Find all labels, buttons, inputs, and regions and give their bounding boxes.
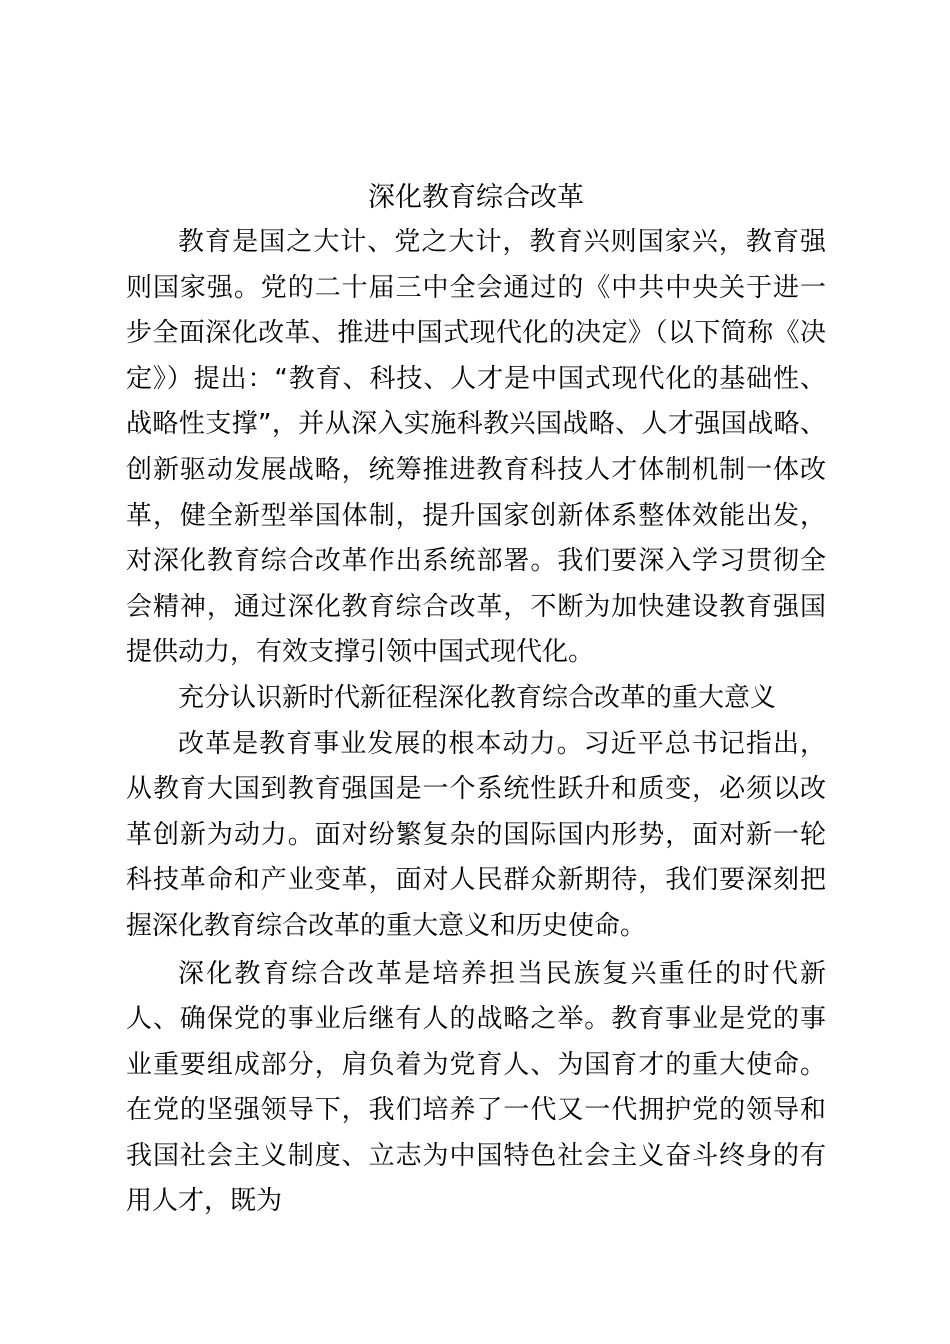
document-body: [126, 176, 826, 1225]
document-title: 深化教育综合改革: [368, 182, 584, 213]
section-paragraph-2: 深化教育综合改革是培养担当民族复兴重任的时代新人、确保党的事业后继有人的战略之举。教育事业是党的事业重要组成部分，肩负着为党育人、为国育才的重大使命。在党的坚强领导下，我们培养了一代又一代拥护党的领导和我国社会主义制度、立志为中国特色社会主义奋斗终身的有用人才，既为: [126, 958, 826, 1217]
section-heading: 充分认识新时代新征程深化教育综合改革的重大意义: [178, 682, 777, 713]
section-paragraph-1: 改革是教育事业发展的根本动力。习近平总书记指出，从教育大国到教育强国是一个系统性跃升和质变，必须以改革创新为动力。面对纷繁复杂的国际国内形势，面对新一轮科技革命和产业变革，面对人民群众新期待，我们要深刻把握深化教育综合改革的重大意义和历史使命。: [126, 728, 826, 941]
intro-paragraph: 教育是国之大计、党之大计，教育兴则国家兴，教育强则国家强。党的二十届三中全会通过的《中共中央关于进一步全面深化改革、推进中国式现代化的决定》（以下简称《决定》）提出：“教育、科技、人才是中国式现代化的基础性、战略性支撑”，并从深入实施科教兴国战略、人才强国战略、创新驱动发展战略，统筹推进教育科技人才体制机制一体改革，健全新型举国体制，提升国家创新体系整体效能出发，对深化教育综合改革作出系统部署。我们要深入学习贯彻全会精神，通过深化教育综合改革，不断为加快建设教育强国提供动力，有效支撑引领中国式现代化。: [126, 227, 826, 668]
